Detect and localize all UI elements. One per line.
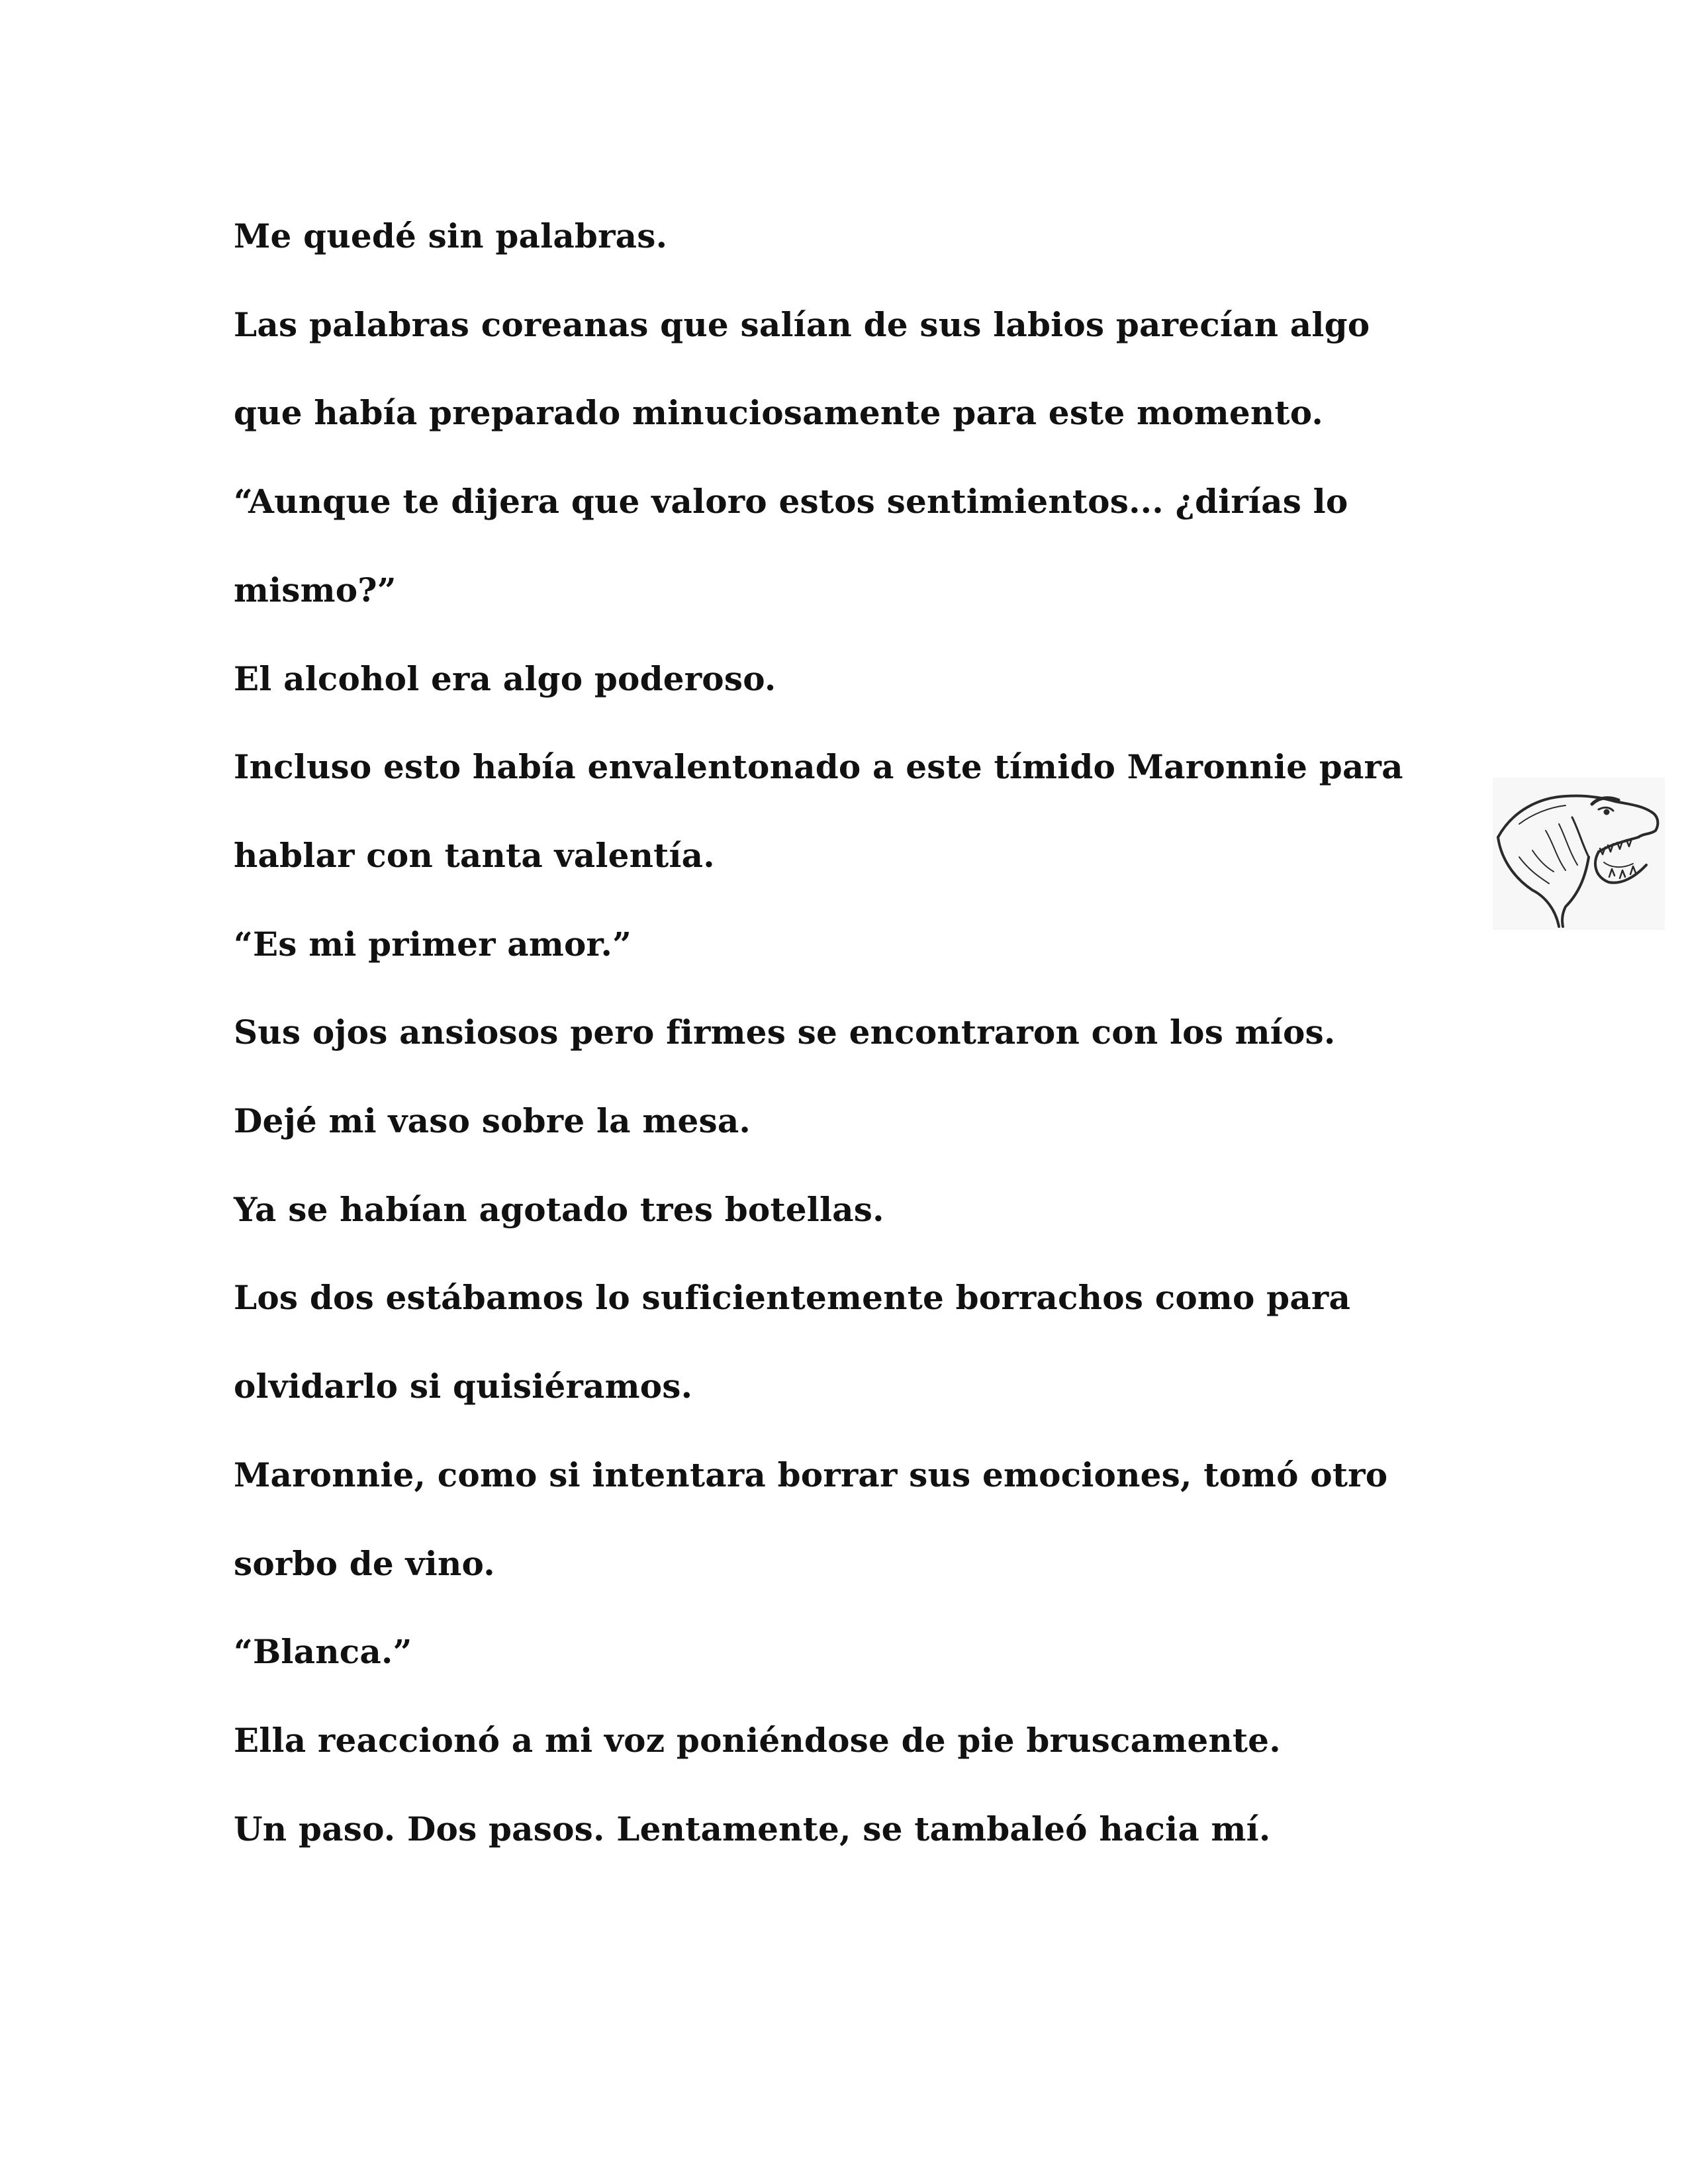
text-line: Las palabras coreanas que salían de sus labios parecían algo [234, 304, 1370, 344]
text-line: Un paso. Dos pasos. Lentamente, se tambaleó hacia mí. [234, 1809, 1271, 1848]
text-line: olvidarlo si quisiéramos. [234, 1367, 693, 1406]
text-line: Incluso esto había envalentonado a este tímido Maronnie para [234, 747, 1403, 787]
text-line: “Aunque te dijera que valoro estos sentimientos... ¿dirías lo [234, 482, 1348, 522]
text-line: Ya se habían agotado tres botellas. [234, 1189, 884, 1229]
text-line: “Es mi primer amor.” [234, 924, 632, 964]
text-line: Maronnie, como si intentara borrar sus emociones, tomó otro [234, 1455, 1388, 1494]
text-body [234, 192, 1458, 1873]
text-line: Dejé mi vaso sobre la mesa. [234, 1101, 751, 1141]
text-line: hablar con tanta valentía. [234, 835, 715, 875]
text-line: Los dos estábamos lo suficientemente borrachos como para [234, 1278, 1351, 1318]
dinosaur-head-sketch-icon [1493, 778, 1665, 930]
text-line: mismo?” [234, 570, 397, 610]
text-line: Ella reaccionó a mi voz poniéndose de pie bruscamente. [234, 1720, 1281, 1760]
text-line: El alcohol era algo poderoso. [234, 659, 776, 698]
text-line: Me quedé sin palabras. [234, 216, 668, 255]
text-line: Sus ojos ansiosos pero firmes se encontraron con los míos. [234, 1013, 1336, 1052]
text-line: “Blanca.” [234, 1632, 412, 1672]
text-line: que había preparado minuciosamente para este momento. [234, 393, 1323, 433]
text-line: sorbo de vino. [234, 1543, 495, 1583]
